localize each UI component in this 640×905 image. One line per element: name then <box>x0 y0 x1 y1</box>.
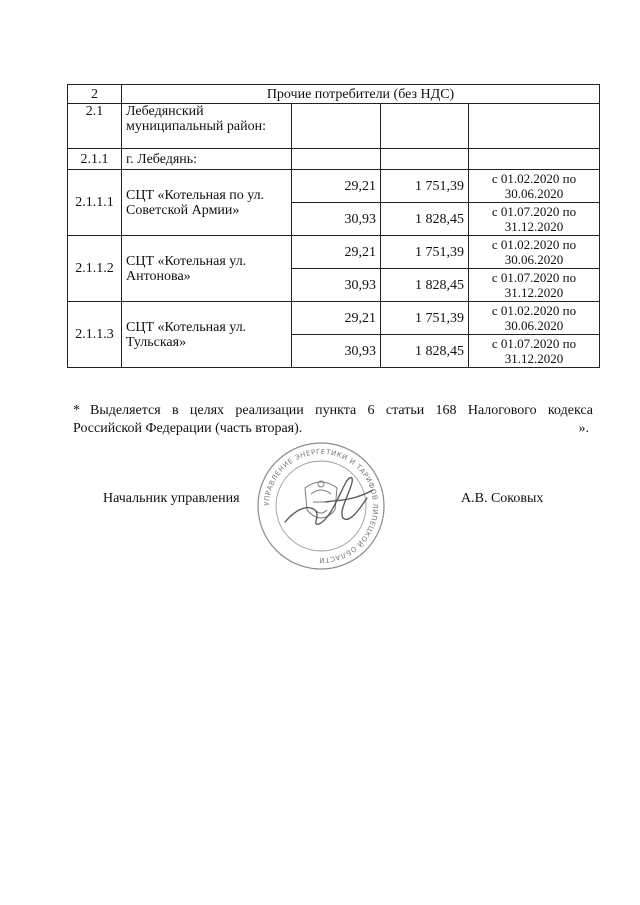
entry-number: 2.1.1.1 <box>68 170 122 236</box>
closing-quote: ». <box>578 421 589 436</box>
value-a: 30,93 <box>292 269 381 302</box>
period: с 01.02.2020 по 30.06.2020 <box>469 170 600 203</box>
entry-name: СЦТ «Котельная ул. Тульская» <box>122 302 292 368</box>
entry-name: СЦТ «Котельная по ул. Советской Армии» <box>122 170 292 236</box>
value-b: 1 828,45 <box>381 335 469 368</box>
footnote-marker: * <box>73 403 80 418</box>
signatory-name: А.В. Соковых <box>461 491 544 506</box>
period: с 01.02.2020 по 30.06.2020 <box>469 236 600 269</box>
footnote <box>73 402 593 438</box>
table-row <box>68 85 600 104</box>
table-row <box>68 170 600 203</box>
signatory-title: Начальник управления <box>103 491 240 506</box>
value-b: 1 828,45 <box>381 203 469 236</box>
table-row <box>68 104 600 149</box>
value-a: 30,93 <box>292 203 381 236</box>
footnote-text: Выделяется в целях реализации пункта 6 статьи 168 Налогового кодекса Российской Федерации (часть вторая). <box>73 403 593 436</box>
coat-of-arms-icon <box>305 481 337 518</box>
official-seal-icon <box>255 440 387 572</box>
stamp-ring-text: УПРАВЛЕНИЕ ЭНЕРГЕТИКИ И ТАРИФОВ ЛИПЕЦКОЙ ОБЛАСТИ <box>262 447 380 565</box>
value-a: 29,21 <box>292 236 381 269</box>
value-b: 1 751,39 <box>381 302 469 335</box>
period: с 01.07.2020 по 31.12.2020 <box>469 335 600 368</box>
period: с 01.02.2020 по 30.06.2020 <box>469 302 600 335</box>
district-number: 2.1 <box>68 104 122 149</box>
section-number: 2 <box>68 85 122 104</box>
tariff-table <box>67 84 600 368</box>
entry-number: 2.1.1.2 <box>68 236 122 302</box>
entry-number: 2.1.1.3 <box>68 302 122 368</box>
value-a: 30,93 <box>292 335 381 368</box>
district-name: Лебедянский муниципальный район: <box>122 104 292 149</box>
table-row <box>68 302 600 335</box>
city-name: г. Лебедянь: <box>122 149 292 170</box>
period: с 01.07.2020 по 31.12.2020 <box>469 203 600 236</box>
section-title: Прочие потребители (без НДС) <box>122 85 600 104</box>
value-a: 29,21 <box>292 170 381 203</box>
table-row <box>68 236 600 269</box>
entry-name: СЦТ «Котельная ул. Антонова» <box>122 236 292 302</box>
handwritten-signature-icon <box>285 478 373 525</box>
city-number: 2.1.1 <box>68 149 122 170</box>
value-a: 29,21 <box>292 302 381 335</box>
value-b: 1 828,45 <box>381 269 469 302</box>
table-row <box>68 149 600 170</box>
value-b: 1 751,39 <box>381 170 469 203</box>
value-b: 1 751,39 <box>381 236 469 269</box>
period: с 01.07.2020 по 31.12.2020 <box>469 269 600 302</box>
